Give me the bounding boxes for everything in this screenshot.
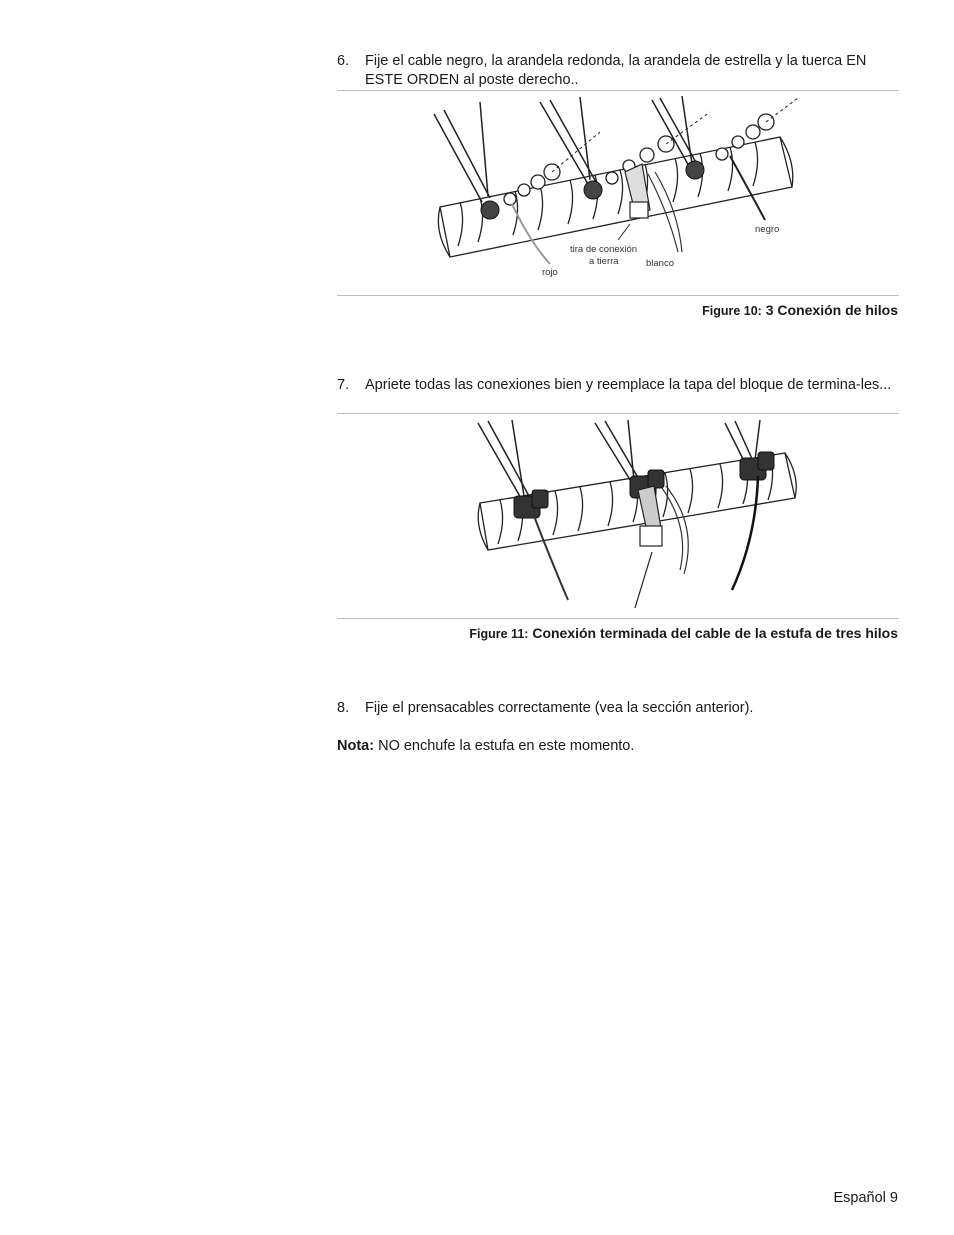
figure-bottom-rule (337, 295, 899, 296)
figure-title: Conexión terminada del cable de la estufa de tres hilos (528, 625, 898, 641)
step-number: 8. (337, 700, 350, 716)
step-text: Apriete todas las conexiones bien y reemplace la tapa del bloque de termina-les... (365, 377, 892, 393)
step-7 (337, 376, 899, 395)
step-6 (337, 52, 899, 90)
figure-label: Figure 10: (702, 304, 762, 318)
figure-11-illustration (470, 418, 810, 613)
page-footer: Español 9 (833, 1190, 898, 1206)
step-number: 6. (337, 53, 350, 69)
note (337, 737, 634, 756)
callout-tira-line1: tira de conexión (570, 244, 638, 255)
figure-bottom-rule (337, 618, 899, 619)
figure-10-illustration (420, 92, 820, 292)
callout-negro: negro (755, 224, 780, 235)
callout-tira-line2: a tierra (589, 256, 619, 267)
figure-label: Figure 11: (469, 627, 529, 641)
figure-11-caption (469, 625, 898, 641)
figure-top-rule (337, 413, 899, 414)
note-label: Nota: (337, 738, 375, 754)
step-8 (337, 699, 899, 718)
step-number: 7. (337, 377, 350, 393)
step-text: Fije el cable negro, la arandela redonda, la arandela de estrella y la tuerca EN ESTE ORDEN al poste derecho.. (365, 53, 867, 88)
note-text: NO enchufe la estufa en este momento. (374, 738, 635, 754)
step-text: Fije el prensacables correctamente (vea la sección anterior). (365, 700, 754, 716)
callout-rojo: rojo (542, 267, 558, 278)
figure-title: 3 Conexión de hilos (761, 302, 898, 318)
callout-blanco: blanco (646, 258, 674, 269)
figure-10-caption (702, 302, 898, 318)
figure-top-rule (337, 90, 899, 91)
